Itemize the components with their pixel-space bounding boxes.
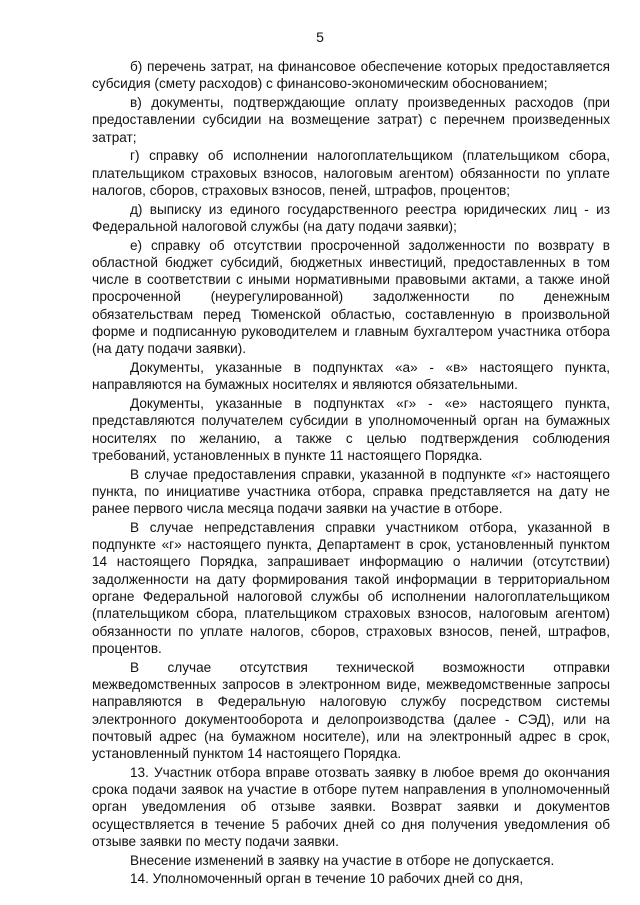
- document-body: [92, 58, 610, 889]
- paragraph-docs-g-e: Документы, указанные в подпунктах «г» - «е» настоящего пункта, представляются получателем субсидии в уполномоченный орган на бумажных носителях по желанию, а также с целью подтверждения соблюдения требований, установленных в пункте 11 настоящего Порядка.: [92, 395, 610, 463]
- paragraph-docs-a-v: Документы, указанные в подпунктах «а» - «в» настоящего пункта, направляются на бумажных носителях и являются обязательными.: [92, 360, 610, 393]
- paragraph-item-13: 13. Участник отбора вправе отозвать заявку в любое время до окончания срока подачи заявок на участие в отборе путем направления в уполномоченный орган уведомления об отзыве заявки. Возврат заявки и документов осуществляется в течение 5 рабочих дней со дня получения уведомления об отзыве заявки по месту подачи заявки.: [92, 764, 610, 849]
- paragraph-item-e: е) справку об отсутствии просроченной задолженности по возврату в областной бюджет субсидий, бюджетных инвестиций, предоставленных в том числе в соответствии с иными нормативными правовыми актами, а также иной просроченной (неурегулированной) задолженности по денежным обязательствам перед Тюменской областью, составленную в произвольной форме и подписанную руководителем и главным бухгалтером участника отбора (на дату подачи заявки).: [92, 237, 610, 357]
- paragraph-item-14: 14. Уполномоченный орган в течение 10 рабочих дней со дня,: [130, 871, 524, 887]
- paragraph-certificate-absence: В случае непредставления справки участником отбора, указанной в подпункте «г» настоящего пункта, Департамент в срок, установленный пунктом 14 настоящего Порядка, запрашивает информацию о наличии (отсутствии) задолженности на дату формирования такой информации в территориальном органе Федеральной налоговой службы об исполнении налогоплательщиком (плательщиком сбора, плательщиком страховых взносов, налоговым агентом) обязанности по уплате налогов, сборов, страховых взносов, пеней, штрафов, процентов.: [92, 519, 610, 656]
- paragraph-item-d: д) выписку из единого государственного реестра юридических лиц - из Федеральной налоговой службы (на дату подачи заявки);: [92, 201, 610, 234]
- paragraph-no-changes: Внесение изменений в заявку на участие в отборе не допускается.: [130, 852, 555, 868]
- paragraph-item-b: б) перечень затрат, на финансовое обеспечение которых предоставляется субсидия (смету расходов) с финансово-экономическим обоснованием;: [92, 59, 610, 92]
- page-number: 5: [316, 29, 324, 45]
- paragraph-no-technical-possibility: В случае отсутствия технической возможности отправки межведомственных запросов в электронном виде, межведомственные запросы направляются в Федеральную налоговую службу посредством системы электронного документооборота и делопроизводства (далее - СЭД), или на почтовый адрес (на бумажном носителе), или на электронный адрес в срок, установленный пунктом 14 настоящего Порядка.: [92, 659, 610, 762]
- paragraph-item-v: в) документы, подтверждающие оплату произведенных расходов (при предоставлении субсидии на возмещение затрат) с перечнем произведенных затрат;: [92, 94, 610, 145]
- paragraph-item-g: г) справку об исполнении налогоплательщиком (плательщиком сбора, плательщиком страховых взносов, налоговым агентом) обязанности по уплате налогов, сборов, страховых взносов, пеней, штрафов, процентов;: [92, 148, 610, 198]
- paragraph-certificate-initiative: В случае предоставления справки, указанной в подпункте «г» настоящего пункта, по инициативе участника отбора, справка представляется на дату не ранее первого числа месяца подачи заявки на участие в отборе.: [92, 466, 610, 517]
